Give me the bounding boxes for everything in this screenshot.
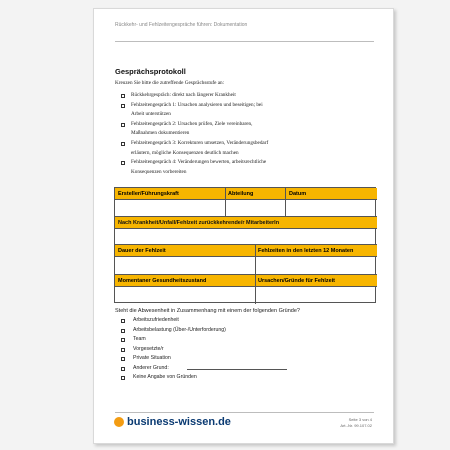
reason-label: Vorgesetzte/r — [133, 345, 164, 352]
label-date: Datum — [289, 191, 307, 197]
option-line: Konsequenzen vorbereiten — [131, 168, 187, 175]
checkbox[interactable] — [121, 161, 125, 165]
checkbox[interactable] — [121, 338, 125, 342]
reason-item — [121, 364, 287, 374]
option-item — [121, 91, 321, 101]
reason-label: Anderer Grund: — [133, 364, 169, 371]
label-creator: Ersteller/Führungskraft — [118, 191, 179, 197]
option-line: Arbeit unterstützen — [131, 111, 171, 118]
table-divider — [255, 244, 256, 274]
business-wissen-logo — [114, 416, 231, 428]
logo-dot-icon — [114, 417, 124, 427]
reason-item — [121, 345, 287, 355]
option-item — [121, 158, 321, 177]
checkbox[interactable] — [121, 142, 125, 146]
section-title: Gesprächsprotokoll — [115, 67, 186, 76]
article-number: Art.-Nr. 99.107.02 — [340, 423, 372, 428]
document-page — [93, 8, 394, 444]
checkbox[interactable] — [121, 376, 125, 380]
checkbox[interactable] — [121, 123, 125, 127]
option-item — [121, 120, 321, 139]
option-label — [131, 139, 268, 158]
checkbox[interactable] — [121, 329, 125, 333]
reason-label: Keine Angabe von Gründen — [133, 374, 197, 380]
reason-label: Arbeitszufriedenheit — [133, 317, 179, 323]
reason-checklist — [121, 316, 287, 383]
option-label — [131, 91, 236, 101]
page-info — [314, 417, 372, 429]
reason-item — [121, 354, 287, 364]
option-label — [131, 158, 266, 177]
reason-item — [121, 326, 287, 336]
option-item — [121, 139, 321, 158]
footer-divider — [115, 412, 374, 413]
option-line: Fehlzeitengespräch 1: Ursachen analysieren und beseitigen; bei — [131, 101, 263, 108]
option-line: Rückkehrgespräch: direkt nach längerer Krankheit — [131, 92, 236, 98]
option-line: Fehlzeitengespräch 3: Korrekturen umsetzen, Veränderungsbedarf — [131, 139, 269, 146]
label-health-condition: Momentaner Gesundheitszustand — [118, 277, 207, 284]
checkbox[interactable] — [121, 367, 125, 371]
label-returning-employee: Nach Krankheit/Unfall/Fehlzeit zurückkehrende/r MitarbeiterIn — [115, 217, 377, 229]
section-intro: Kreuzen Sie bitte die zutreffende Gesprächsstufe an: — [115, 80, 225, 86]
option-line: erläutern, mögliche Konsequenzen deutlich machen — [131, 149, 239, 156]
reason-item — [121, 335, 287, 345]
option-line: Fehlzeitengespräch 4: Veränderungen bewerten, arbeitsrechtliche — [131, 159, 267, 166]
other-reason-line[interactable] — [187, 364, 287, 370]
label-absence-duration: Dauer der Fehlzeit — [118, 247, 166, 254]
page-number: Seite 3 von 4 — [348, 417, 372, 422]
protocol-form-table — [114, 187, 376, 303]
logo-text: business-wissen.de — [127, 416, 231, 428]
option-line: Maßnahmen dokumentieren — [131, 130, 190, 137]
option-line: Fehlzeitengespräch 2: Ursachen prüfen, Ziele vereinbaren, — [131, 120, 253, 127]
label-absence-reasons: Ursachen/Gründe für Fehlzeit — [258, 277, 336, 284]
checkbox[interactable] — [121, 104, 125, 108]
document-header-title: Rückkehr- und Fehlzeitengespräche führen: Dokumentation — [115, 22, 248, 28]
reasons-question: Steht die Abwesenheit in Zusammenhang mit einem der folgenden Gründe? — [115, 308, 300, 314]
option-item — [121, 101, 321, 120]
label-department: Abteilung — [228, 191, 254, 197]
checkbox[interactable] — [121, 94, 125, 98]
checkbox[interactable] — [121, 348, 125, 352]
conversation-level-options — [121, 91, 321, 177]
reason-item — [121, 373, 287, 383]
table-divider — [255, 274, 256, 304]
checkbox[interactable] — [121, 319, 125, 323]
table-divider — [225, 188, 226, 216]
label-absences-12-months: Fehlzeiten in den letzten 12 Monaten — [258, 247, 354, 254]
reason-label: Private Situation — [133, 355, 171, 361]
reason-label: Team — [133, 336, 146, 342]
checkbox[interactable] — [121, 357, 125, 361]
reason-label: Arbeitsbelastung (Über-/Unterforderung) — [133, 326, 226, 333]
reason-item — [121, 316, 287, 326]
option-label — [131, 120, 252, 139]
header-divider — [115, 41, 374, 42]
table-divider — [285, 188, 286, 216]
option-label — [131, 101, 263, 120]
